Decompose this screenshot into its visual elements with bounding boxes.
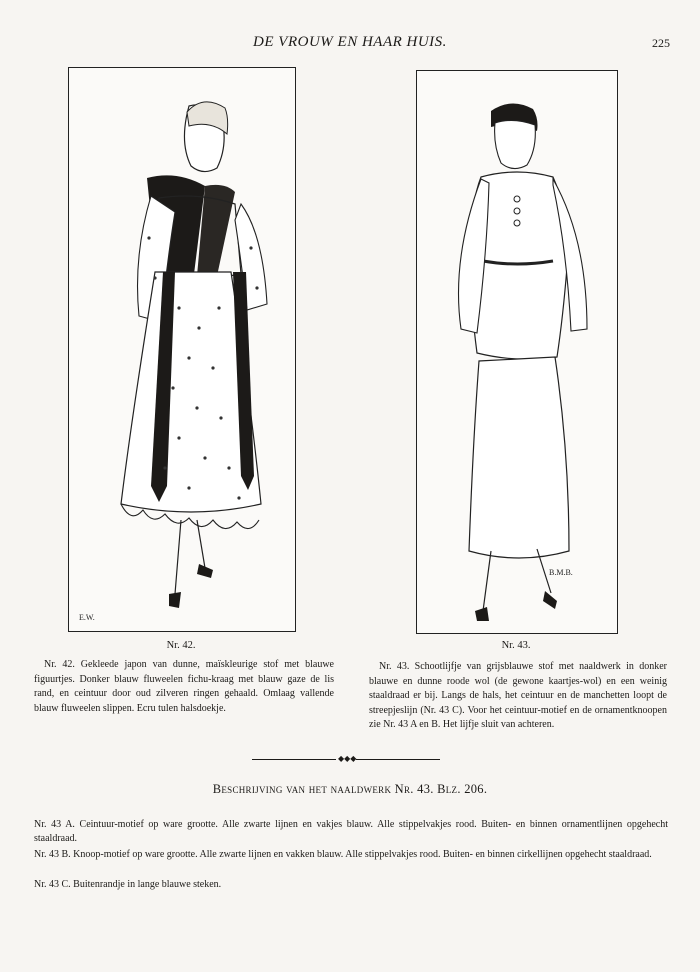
running-header: DE VROUW EN HAAR HUIS.: [253, 34, 447, 50]
plate-caption-43: Nr. 43.: [501, 640, 531, 651]
fashion-plate-43: [416, 70, 618, 634]
divider-line-left: [252, 759, 336, 760]
fashion-plate-42: [68, 67, 296, 632]
needlework-item-43a: Nr. 43 A. Ceintuur-motief op ware grootte. Alle zwarte lijnen en vakjes blauw. Alle stippelvakjes rood. Buiten- en binnen ornamentlijnen opgehecht staaldraad.: [34, 819, 668, 844]
description-nr-42: Nr. 42. Gekleede japon van dunne, maïskleurige stof met blauwe figuurtjes. Donker blauw fluweelen fichu-kraag met blauw gaze de lis rand, en ceintuur door oud zilveren ringen gehaald. Omlaag vallende blauw fluweelen slippen. Ecru tulen halsdoekje.: [34, 659, 334, 714]
section-divider: [252, 756, 440, 764]
illustration-dress-42: [69, 68, 295, 631]
needlework-item-43c: Nr. 43 C. Buitenrandje in lange blauwe steken.: [34, 879, 222, 890]
illustration-dress-43: [417, 71, 617, 633]
divider-line-right: [356, 759, 440, 760]
plate-caption-42: Nr. 42.: [166, 640, 196, 651]
description-nr-43: Nr. 43. Schootlijfje van grijsblauwe stof met naaldwerk in donker blauwe en dunne roode wol (de gewone kaartjes-wol) en een weinig staaldraad er bij. Langs de hals, het ceintuur en de manchetten loopt de streepjeslijn (Nr. 43 C). Voor het ceintuur-motief en de ornamentknoopen zie Nr. 43 A en B. Het lijfje sluit van achteren.: [369, 661, 667, 730]
section-heading: Beschrijving van het naaldwerk Nr. 43. Blz. 206.: [212, 782, 488, 796]
plate-signature-43: B.M.B.: [549, 568, 573, 577]
plate-signature-42: E.W.: [79, 613, 95, 622]
page-number: 225: [652, 36, 670, 50]
divider-ornament: ◆◆◆: [338, 754, 357, 763]
needlework-item-43b: Nr. 43 B. Knoop-motief op ware grootte. Alle zwarte lijnen en vakken blauw. Alle stippelvakjes rood. Buiten- en binnen cirkellijnen opgehecht staaldraad.: [34, 849, 652, 860]
